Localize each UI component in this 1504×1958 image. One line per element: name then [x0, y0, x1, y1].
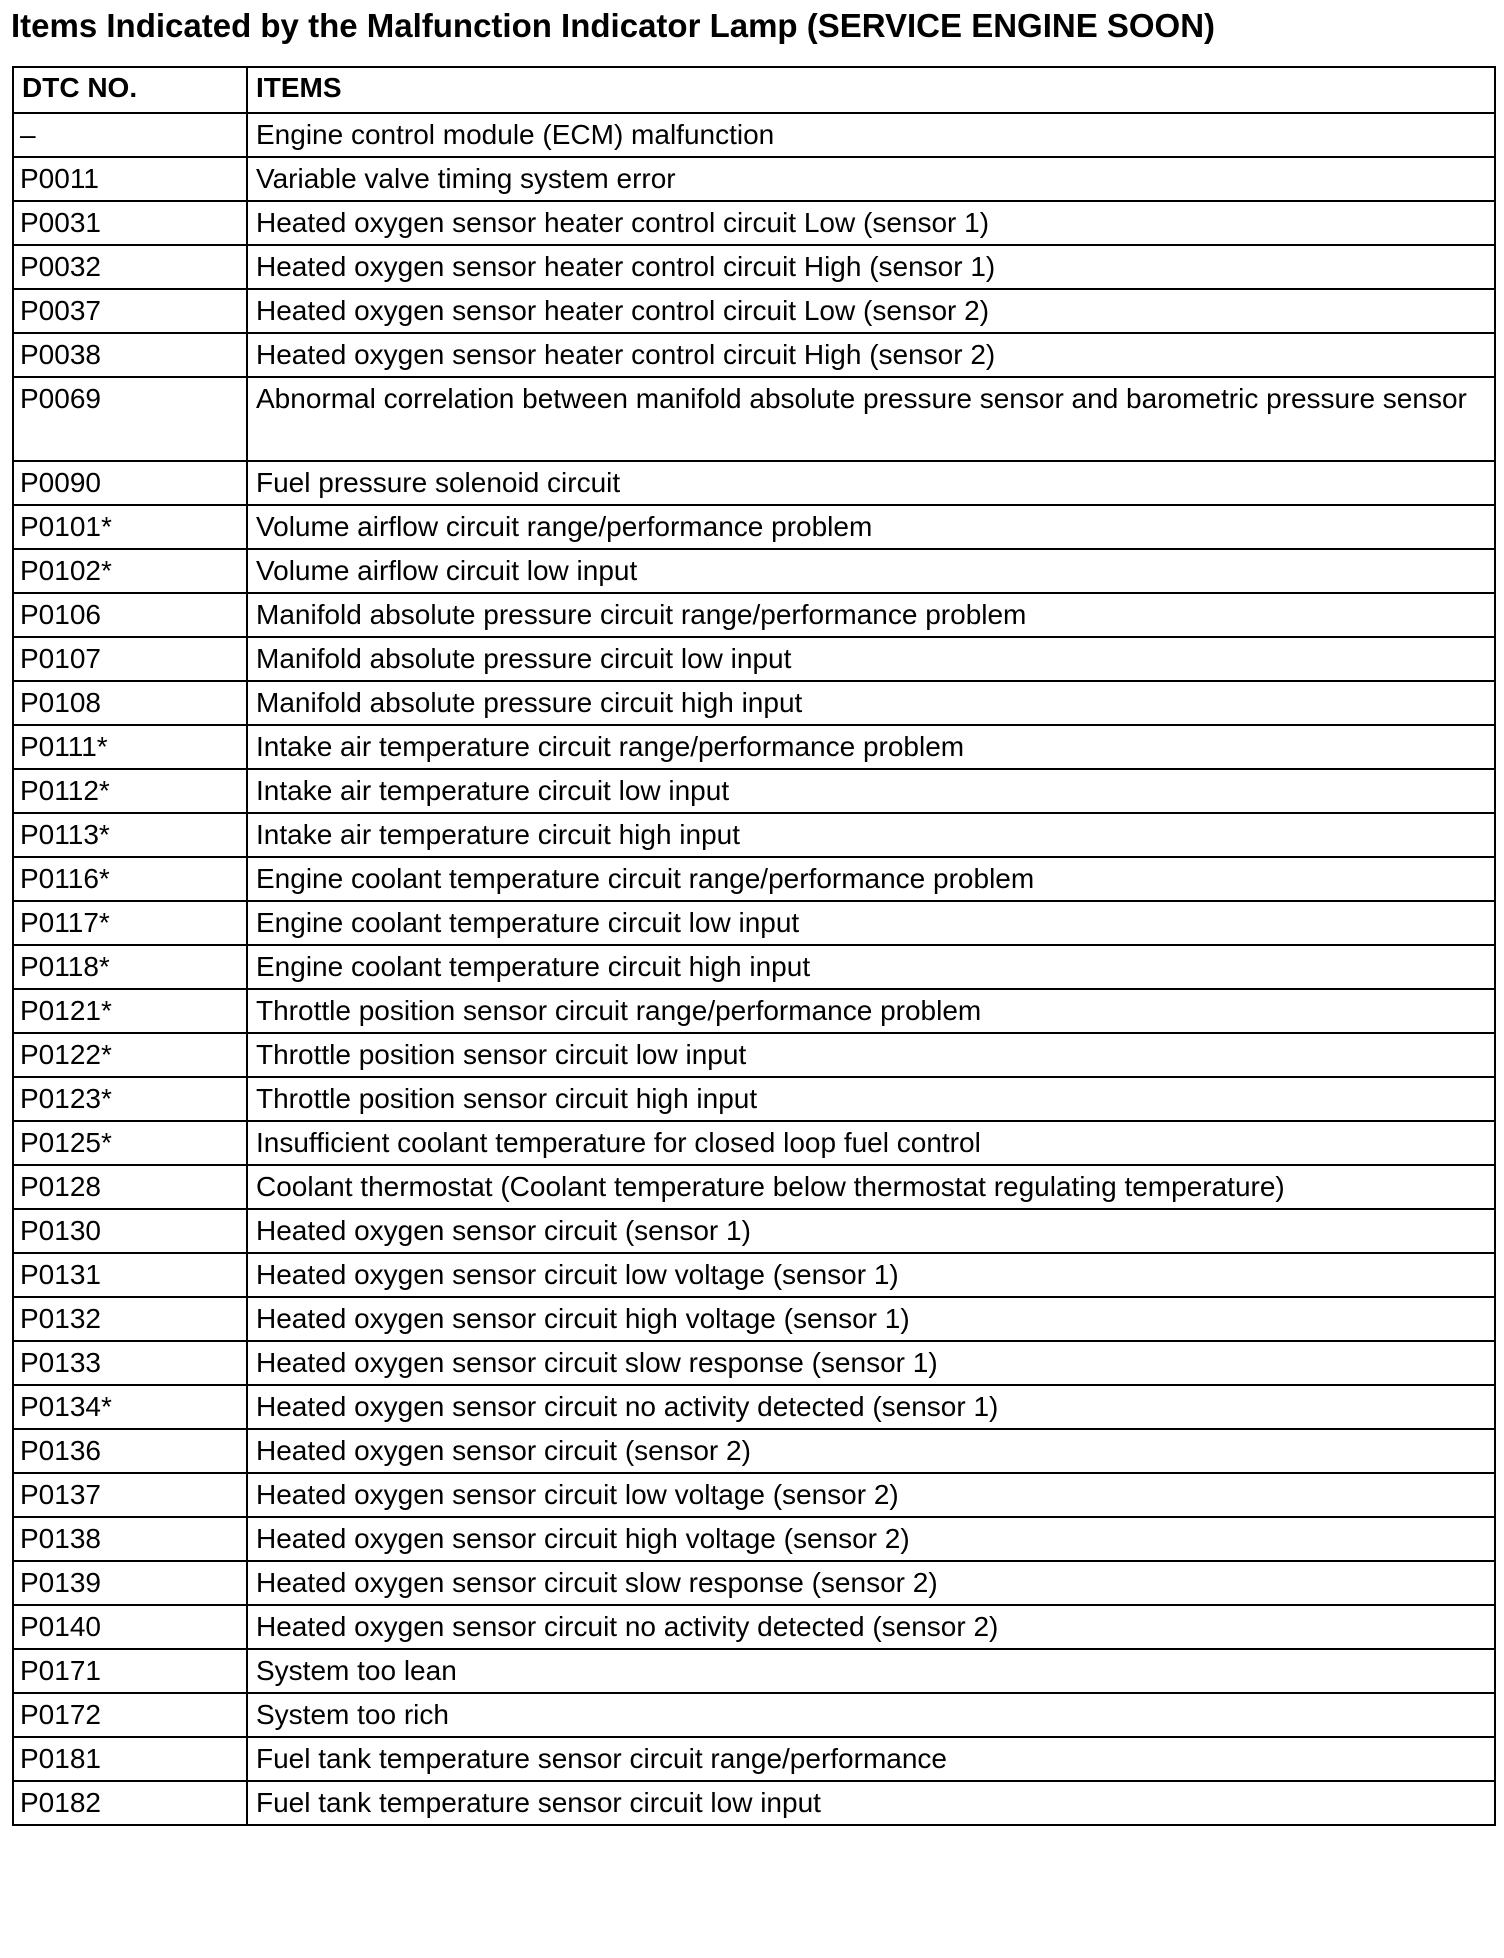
table-row — [13, 201, 1495, 245]
dtc-item: Intake air temperature circuit high input — [247, 813, 1495, 857]
table-row — [13, 1077, 1495, 1121]
dtc-item: System too lean — [247, 1649, 1495, 1693]
dtc-code: P0117* — [13, 901, 247, 945]
table-row — [13, 377, 1495, 461]
table-row — [13, 461, 1495, 505]
table-row — [13, 1121, 1495, 1165]
table-row — [13, 505, 1495, 549]
dtc-code: P0106 — [13, 593, 247, 637]
dtc-item: Heated oxygen sensor heater control circuit High (sensor 2) — [247, 333, 1495, 377]
table-row — [13, 289, 1495, 333]
dtc-code: P0102* — [13, 549, 247, 593]
dtc-item: Engine coolant temperature circuit low input — [247, 901, 1495, 945]
dtc-code: P0122* — [13, 1033, 247, 1077]
dtc-code: P0181 — [13, 1737, 247, 1781]
table-row — [13, 813, 1495, 857]
table-row — [13, 113, 1495, 157]
dtc-item: Throttle position sensor circuit range/performance problem — [247, 989, 1495, 1033]
table-row — [13, 1209, 1495, 1253]
table-row — [13, 1297, 1495, 1341]
dtc-item: Throttle position sensor circuit high input — [247, 1077, 1495, 1121]
dtc-table — [12, 66, 1496, 1826]
dtc-item: Heated oxygen sensor circuit (sensor 1) — [247, 1209, 1495, 1253]
dtc-code: P0116* — [13, 857, 247, 901]
dtc-item: Volume airflow circuit range/performance problem — [247, 505, 1495, 549]
dtc-code: P0038 — [13, 333, 247, 377]
header-items: ITEMS — [247, 67, 1495, 113]
dtc-item: Fuel tank temperature sensor circuit range/performance — [247, 1737, 1495, 1781]
table-body — [13, 113, 1495, 1825]
dtc-code: P0137 — [13, 1473, 247, 1517]
table-row — [13, 769, 1495, 813]
dtc-code: P0011 — [13, 157, 247, 201]
dtc-code: P0112* — [13, 769, 247, 813]
table-row — [13, 245, 1495, 289]
dtc-item: Heated oxygen sensor circuit slow response (sensor 1) — [247, 1341, 1495, 1385]
dtc-item: Manifold absolute pressure circuit low input — [247, 637, 1495, 681]
dtc-item: Engine coolant temperature circuit range/performance problem — [247, 857, 1495, 901]
dtc-code: P0101* — [13, 505, 247, 549]
dtc-item: Engine coolant temperature circuit high input — [247, 945, 1495, 989]
dtc-item: Variable valve timing system error — [247, 157, 1495, 201]
table-row — [13, 725, 1495, 769]
dtc-item: Heated oxygen sensor heater control circuit High (sensor 1) — [247, 245, 1495, 289]
dtc-code: P0107 — [13, 637, 247, 681]
table-row — [13, 1517, 1495, 1561]
dtc-code: P0128 — [13, 1165, 247, 1209]
dtc-item: System too rich — [247, 1693, 1495, 1737]
table-row — [13, 1473, 1495, 1517]
dtc-item: Fuel tank temperature sensor circuit low input — [247, 1781, 1495, 1825]
dtc-code: P0125* — [13, 1121, 247, 1165]
dtc-item: Heated oxygen sensor circuit high voltage (sensor 2) — [247, 1517, 1495, 1561]
dtc-item: Abnormal correlation between manifold absolute pressure sensor and barometric pressure sensor — [247, 377, 1495, 461]
dtc-item: Heated oxygen sensor circuit (sensor 2) — [247, 1429, 1495, 1473]
dtc-code: P0139 — [13, 1561, 247, 1605]
table-row — [13, 1033, 1495, 1077]
dtc-code: P0113* — [13, 813, 247, 857]
table-row — [13, 1561, 1495, 1605]
dtc-code: P0032 — [13, 245, 247, 289]
table-row — [13, 945, 1495, 989]
dtc-code: P0172 — [13, 1693, 247, 1737]
dtc-code: P0132 — [13, 1297, 247, 1341]
dtc-code: P0171 — [13, 1649, 247, 1693]
dtc-code: P0182 — [13, 1781, 247, 1825]
dtc-item: Heated oxygen sensor circuit no activity detected (sensor 2) — [247, 1605, 1495, 1649]
header-dtc-no: DTC NO. — [13, 67, 247, 113]
table-row — [13, 857, 1495, 901]
dtc-code: P0138 — [13, 1517, 247, 1561]
table-row — [13, 1605, 1495, 1649]
dtc-code: P0133 — [13, 1341, 247, 1385]
dtc-code: – — [13, 113, 247, 157]
dtc-code: P0130 — [13, 1209, 247, 1253]
table-row — [13, 637, 1495, 681]
dtc-item: Heated oxygen sensor circuit low voltage (sensor 1) — [247, 1253, 1495, 1297]
dtc-item: Engine control module (ECM) malfunction — [247, 113, 1495, 157]
dtc-code: P0069 — [13, 377, 247, 461]
dtc-item: Heated oxygen sensor circuit high voltage (sensor 1) — [247, 1297, 1495, 1341]
document-title: Items Indicated by the Malfunction Indicator Lamp (SERVICE ENGINE SOON) — [11, 7, 1216, 44]
dtc-item: Manifold absolute pressure circuit high input — [247, 681, 1495, 725]
table-row — [13, 1693, 1495, 1737]
table-row — [13, 1781, 1495, 1825]
dtc-code: P0136 — [13, 1429, 247, 1473]
table-row — [13, 333, 1495, 377]
dtc-code: P0090 — [13, 461, 247, 505]
table-row — [13, 157, 1495, 201]
table-row — [13, 901, 1495, 945]
table-row — [13, 1341, 1495, 1385]
table-row — [13, 593, 1495, 637]
dtc-item: Heated oxygen sensor heater control circuit Low (sensor 1) — [247, 201, 1495, 245]
table-row — [13, 1385, 1495, 1429]
dtc-code: P0140 — [13, 1605, 247, 1649]
dtc-item: Volume airflow circuit low input — [247, 549, 1495, 593]
table-row — [13, 1737, 1495, 1781]
dtc-item: Heated oxygen sensor circuit no activity detected (sensor 1) — [247, 1385, 1495, 1429]
dtc-item: Intake air temperature circuit range/performance problem — [247, 725, 1495, 769]
dtc-item: Heated oxygen sensor heater control circuit Low (sensor 2) — [247, 289, 1495, 333]
dtc-item: Insufficient coolant temperature for closed loop fuel control — [247, 1121, 1495, 1165]
dtc-code: P0123* — [13, 1077, 247, 1121]
dtc-item: Fuel pressure solenoid circuit — [247, 461, 1495, 505]
dtc-item: Heated oxygen sensor circuit low voltage (sensor 2) — [247, 1473, 1495, 1517]
table-row — [13, 1649, 1495, 1693]
dtc-code: P0118* — [13, 945, 247, 989]
table-row — [13, 549, 1495, 593]
dtc-code: P0037 — [13, 289, 247, 333]
table-row — [13, 1165, 1495, 1209]
table-row — [13, 681, 1495, 725]
dtc-item: Coolant thermostat (Coolant temperature below thermostat regulating temperature) — [247, 1165, 1495, 1209]
dtc-code: P0108 — [13, 681, 247, 725]
dtc-code: P0134* — [13, 1385, 247, 1429]
dtc-item: Heated oxygen sensor circuit slow response (sensor 2) — [247, 1561, 1495, 1605]
dtc-code: P0121* — [13, 989, 247, 1033]
dtc-code: P0111* — [13, 725, 247, 769]
dtc-item: Manifold absolute pressure circuit range/performance problem — [247, 593, 1495, 637]
table-row — [13, 1429, 1495, 1473]
table-header-row — [13, 67, 1495, 113]
table-row — [13, 1253, 1495, 1297]
dtc-item: Throttle position sensor circuit low input — [247, 1033, 1495, 1077]
dtc-code: P0031 — [13, 201, 247, 245]
dtc-code: P0131 — [13, 1253, 247, 1297]
dtc-item: Intake air temperature circuit low input — [247, 769, 1495, 813]
table-row — [13, 989, 1495, 1033]
